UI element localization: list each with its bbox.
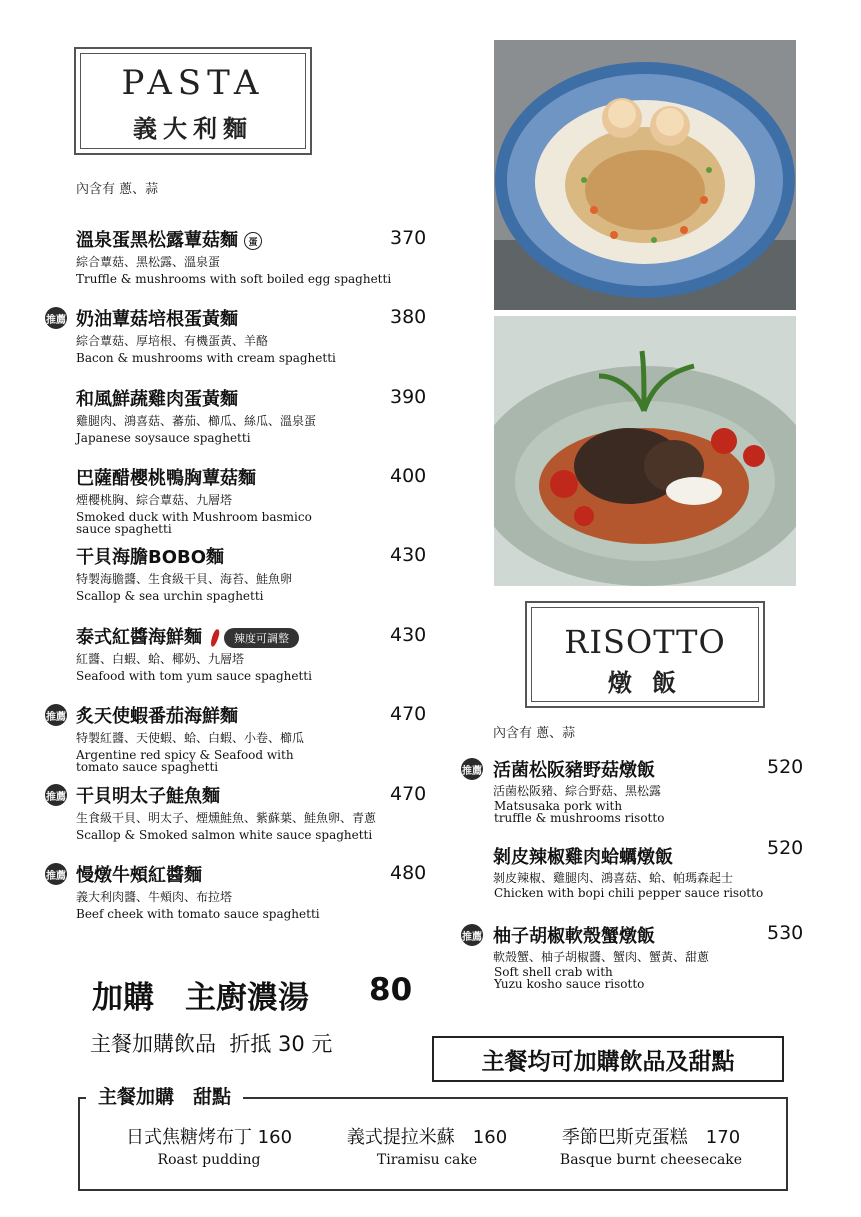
menu-item-price: 380 [390, 306, 427, 328]
recommend-badge-icon: 推薦 [45, 784, 67, 806]
menu-item-english-cont: sauce spaghetti [76, 522, 172, 536]
dessert-name: 季節巴斯克蛋糕 170 [561, 1127, 741, 1148]
menu-item-price: 530 [767, 922, 804, 944]
menu-item-english: Beef cheek with tomato sauce spaghetti [76, 907, 320, 921]
beef-cheek-pasta-illustration [494, 316, 796, 586]
pasta-title-frame [74, 47, 312, 155]
menu-item-english: Seafood with tom yum sauce spaghetti [76, 669, 312, 683]
menu-item-english: Japanese soysauce spaghetti [76, 431, 251, 445]
dessert-name: 義式提拉米蘇 160 [346, 1127, 508, 1148]
menu-item-price: 470 [390, 703, 427, 725]
menu-item-english: Smoked duck with Mushroom basmico [76, 510, 312, 524]
menu-item-name-text: 和風鮮蔬雞肉蛋黃麵 [76, 389, 238, 410]
menu-item-name [76, 782, 220, 808]
dessert-english: Roast pudding [157, 1152, 261, 1168]
recommend-badge-icon: 推薦 [45, 863, 67, 885]
menu-item-english: Chicken with bopi chili pepper sauce risotto [494, 886, 764, 900]
menu-item-name-text: 泰式紅醬海鮮麵 [76, 627, 202, 648]
menu-item-english-cont: tomato sauce spaghetti [76, 760, 219, 774]
menu-item-name [76, 385, 238, 411]
drink-addon-line: 主餐加購飲品 折抵 30 元 [90, 1032, 333, 1056]
pasta-title-en: PASTA [121, 63, 265, 103]
menu-item-name-text: 干貝明太子鮭魚麵 [76, 786, 220, 807]
menu-item-price: 400 [390, 465, 427, 487]
menu-item-name-text: 奶油蕈菇培根蛋黃麵 [76, 309, 238, 330]
beef-cheek-pasta-photo [494, 316, 796, 586]
menu-item-ingredients: 活菌松阪豬、綜合野菇、黑松露 [493, 784, 662, 798]
menu-item-english: Matsusaka pork with [494, 799, 623, 813]
menu-item-name [76, 702, 238, 728]
menu-item-ingredients: 煙櫻桃胸、綜合蕈菇、九層塔 [76, 493, 233, 507]
menu-item-english: Bacon & mushrooms with cream spaghetti [76, 351, 336, 365]
menu-item-price: 520 [767, 756, 804, 778]
menu-item-name-text: 慢燉牛頰紅醬麵 [76, 865, 202, 886]
menu-item-name [76, 543, 224, 569]
risotto-title-zh: 燉 飯 [607, 669, 683, 697]
menu-item-name: 剝皮辣椒雞肉蛤蠣燉飯 [493, 847, 673, 868]
menu-item-ingredients: 特製紅醬、天使蝦、蛤、白蝦、小卷、櫛瓜 [76, 731, 305, 745]
recommend-badge-icon: 推薦 [461, 924, 483, 946]
menu-item-price: 430 [390, 544, 427, 566]
dessert-title: 主餐加購 甜點 [86, 1082, 243, 1109]
menu-item-ingredients: 綜合蕈菇、厚培根、有機蛋黃、羊酪 [76, 334, 269, 348]
menu-item-price: 520 [767, 837, 804, 859]
menu-item-price: 480 [390, 862, 427, 884]
menu-item-english-cont: truffle & mushrooms risotto [494, 811, 665, 825]
menu-item-name-text: 溫泉蛋黑松露蕈菇麵 [76, 230, 238, 251]
scallop-pasta-illustration [494, 40, 796, 310]
menu-item-price: 370 [390, 227, 427, 249]
soup-addon-price: 80 [369, 972, 413, 1008]
soup-addon-label: 加購 主廚濃湯 [92, 980, 309, 1016]
recommend-badge-icon: 推薦 [461, 758, 483, 780]
egg-icon: 蛋 [244, 232, 262, 250]
menu-item-name-text: 巴薩醋櫻桃鴨胸蕈菇麵 [76, 468, 256, 489]
menu-item-english-cont: Yuzu kosho sauce risotto [494, 977, 645, 991]
menu-item-name [76, 305, 238, 331]
pasta-allergen-note: 內含有 蔥、蒜 [76, 182, 159, 197]
menu-item-price: 470 [390, 783, 427, 805]
dessert-english: Basque burnt cheesecake [559, 1152, 743, 1168]
addon-notice-text: 主餐均可加購飲品及甜點 [481, 1048, 735, 1075]
menu-item-name [76, 861, 202, 887]
recommend-badge-icon: 推薦 [45, 704, 67, 726]
menu-item-price: 430 [390, 624, 427, 646]
menu-item-name-text: 干貝海膽BOBO麵 [76, 547, 225, 568]
menu-item-name: 柚子胡椒軟殼蟹燉飯 [493, 926, 655, 947]
menu-item-name-text: 炙天使蝦番茄海鮮麵 [76, 706, 238, 727]
risotto-allergen-note: 內含有 蔥、蒜 [493, 726, 576, 741]
addon-notice-box [432, 1036, 784, 1082]
menu-item-ingredients: 紅醬、白蝦、蛤、椰奶、九層塔 [76, 652, 245, 666]
menu-item-english: Scallop & Smoked salmon white sauce spaghetti [76, 828, 373, 842]
menu-item-ingredients: 軟殼蟹、柚子胡椒醬、蟹肉、蟹黃、甜蔥 [493, 950, 710, 964]
risotto-title-en: RISOTTO [564, 623, 726, 661]
menu-item-english: Soft shell crab with [494, 965, 613, 979]
menu-item-english: Argentine red spicy & Seafood with [76, 748, 294, 762]
pasta-title-zh: 義大利麵 [133, 115, 253, 143]
menu-item-ingredients: 綜合蕈菇、黑松露、溫泉蛋 [76, 255, 221, 269]
menu-item-price: 390 [390, 386, 427, 408]
spicy-adjustable-tag: 辣度可調整 [224, 628, 299, 648]
chili-pepper-icon [209, 629, 220, 648]
dessert-name: 日式焦糖烤布丁 160 [125, 1127, 293, 1148]
dessert-english: Tiramisu cake [376, 1152, 478, 1168]
menu-item-name: 活菌松阪豬野菇燉飯 [493, 760, 655, 781]
menu-item-ingredients: 義大利肉醬、牛頰肉、布拉塔 [76, 890, 233, 904]
menu-item-english: Scallop & sea urchin spaghetti [76, 589, 264, 603]
menu-item-name [76, 464, 256, 490]
scallop-pasta-photo [494, 40, 796, 310]
risotto-title-frame [525, 601, 765, 708]
menu-item-ingredients: 特製海膽醬、生食級干貝、海苔、鮭魚卵 [76, 572, 293, 586]
menu-item-name [76, 226, 262, 252]
menu-item-ingredients: 雞腿肉、鴻喜菇、蕃茄、櫛瓜、絲瓜、溫泉蛋 [76, 414, 317, 428]
recommend-badge-icon: 推薦 [45, 307, 67, 329]
menu-item-name [76, 623, 299, 649]
menu-item-ingredients: 剝皮辣椒、雞腿肉、鴻喜菇、蛤、帕瑪森起士 [493, 871, 734, 885]
menu-item-ingredients: 生食級干貝、明太子、煙燻鮭魚、紫蘇葉、鮭魚卵、青蔥 [76, 811, 377, 825]
menu-item-english: Truffle & mushrooms with soft boiled egg spaghetti [76, 272, 392, 286]
